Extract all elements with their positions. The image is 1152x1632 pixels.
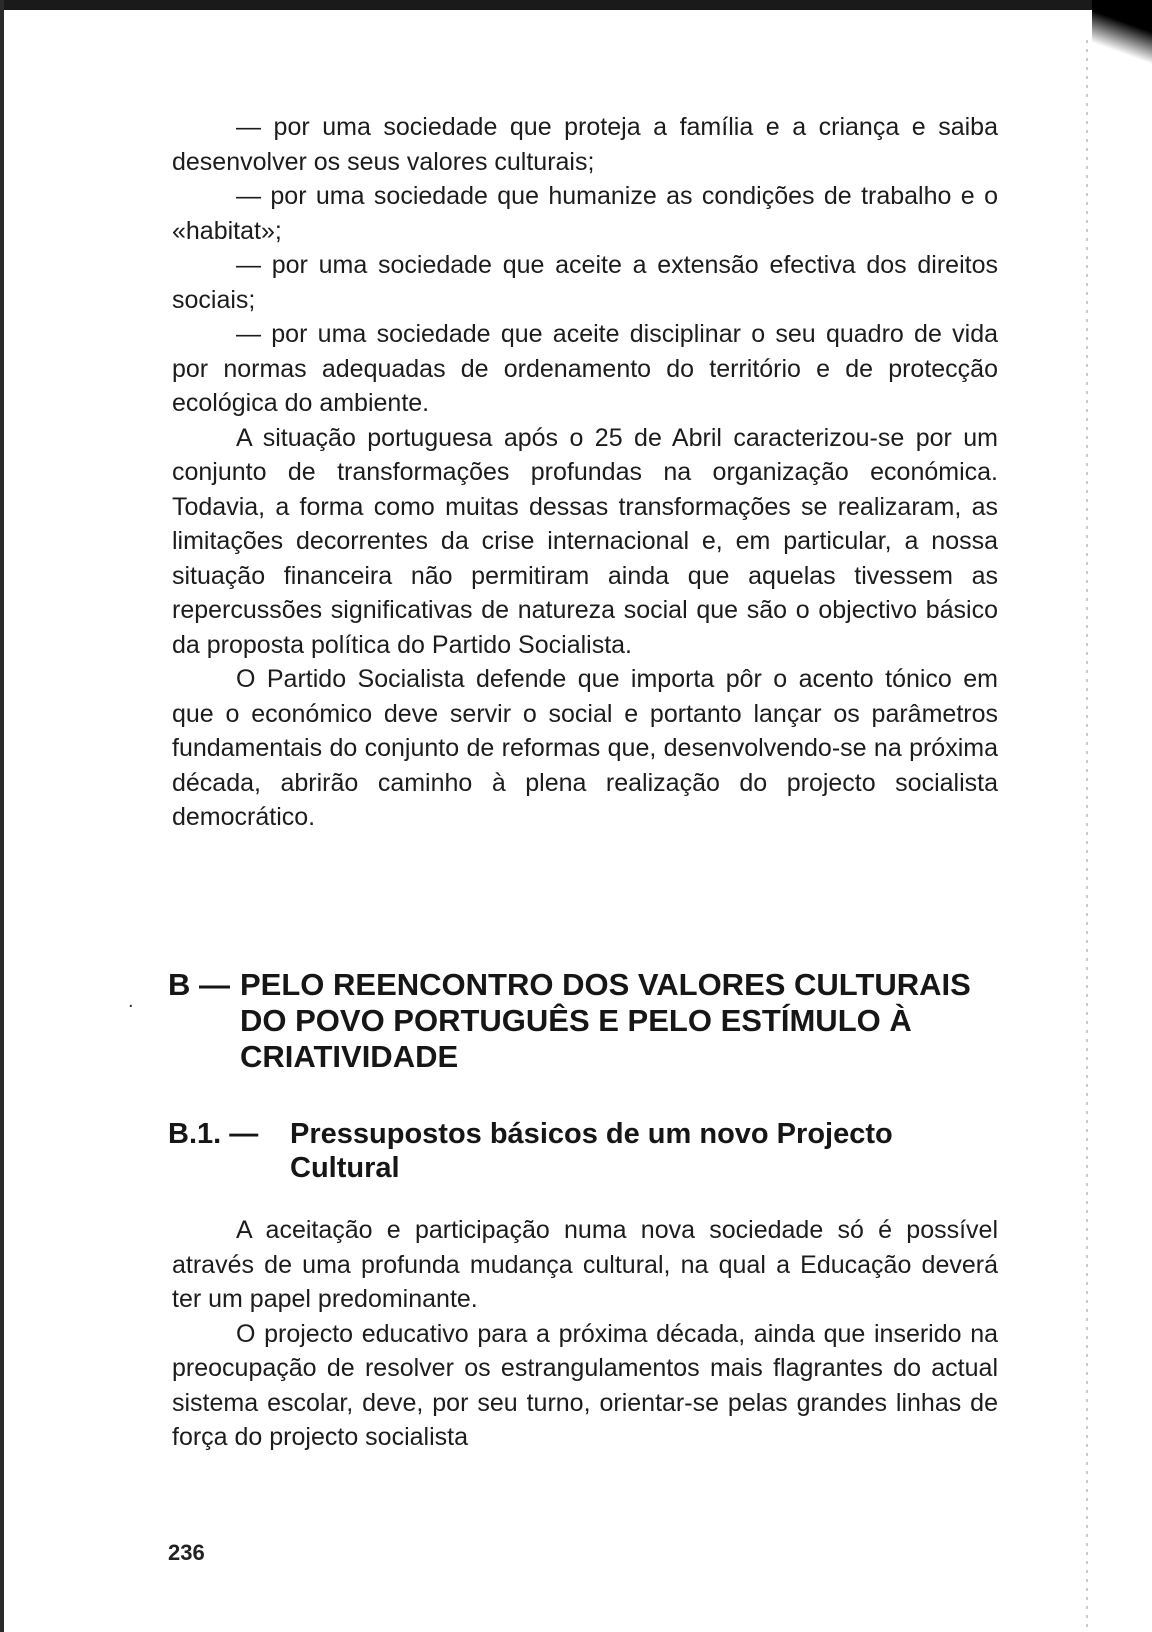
section-label: B —	[168, 967, 230, 1002]
stray-mark: .	[128, 990, 134, 1012]
body-paragraph: O projecto educativo para a próxima década, ainda que inserido na preocupação de resolver os estrangulamentos mais flagrantes do actual sistema escolar, deve, por seu turno, orientar-se pelas grandes linhas de força do projecto socialista	[172, 1319, 998, 1451]
body-paragraph: A situação portuguesa após o 25 de Abril caracterizou-se por um conjunto de transformações profundas na organização económica. Todavia, a forma como muitas dessas transformações se realizaram, as limitações decorrentes da crise internacional e, em particular, a nossa situação financeira não permitiram ainda que aquelas tivessem as repercussões significativas de natureza social que são o objectivo básico da proposta política do Partido Socialista.	[172, 423, 998, 659]
page-number: 236	[168, 1540, 205, 1565]
section-heading-b	[168, 967, 1008, 1075]
bullet-paragraph: — por uma sociedade que aceite a extensão efectiva dos direitos sociais;	[172, 251, 998, 314]
body-paragraph: A aceitação e participação numa nova sociedade só é possível através de uma profunda mudança cultural, na qual a Educação deverá ter um papel predominante.	[172, 1216, 998, 1313]
subsection-heading-b1	[168, 1117, 1008, 1185]
scan-binding-edge	[1086, 40, 1088, 1632]
scan-border-left	[0, 0, 4, 1632]
bullet-paragraph: — por uma sociedade que aceite disciplinar o seu quadro de vida por normas adequadas de ordenamento do território e de protecção ecológica do ambiente.	[172, 320, 998, 417]
body-text-top	[172, 110, 998, 835]
subsection-title: Pressupostos básicos de um novo Projecto Cultural	[290, 1118, 893, 1184]
section-title: PELO REENCONTRO DOS VALORES CULTURAIS DO POVO PORTUGUÊS E PELO ESTÍMULO À CRIATIVIDADE	[240, 967, 971, 1074]
bullet-paragraph: — por uma sociedade que humanize as condições de trabalho e o «habitat»;	[172, 182, 998, 245]
body-text-bottom	[172, 1213, 998, 1455]
bullet-paragraph: — por uma sociedade que proteja a família e a criança e saiba desenvolver os seus valores culturais;	[172, 113, 998, 176]
subsection-label: B.1. —	[168, 1118, 259, 1150]
body-paragraph: O Partido Socialista defende que importa pôr o acento tónico em que o económico deve servir o social e portanto lançar os parâmetros fundamentais do conjunto de reformas que, desenvolvendo-se na próxima década, abrirão caminho à plena realização do projecto socialista democrático.	[172, 665, 998, 831]
scan-shadow-corner	[1092, 0, 1152, 70]
scan-border-top	[0, 0, 1152, 10]
